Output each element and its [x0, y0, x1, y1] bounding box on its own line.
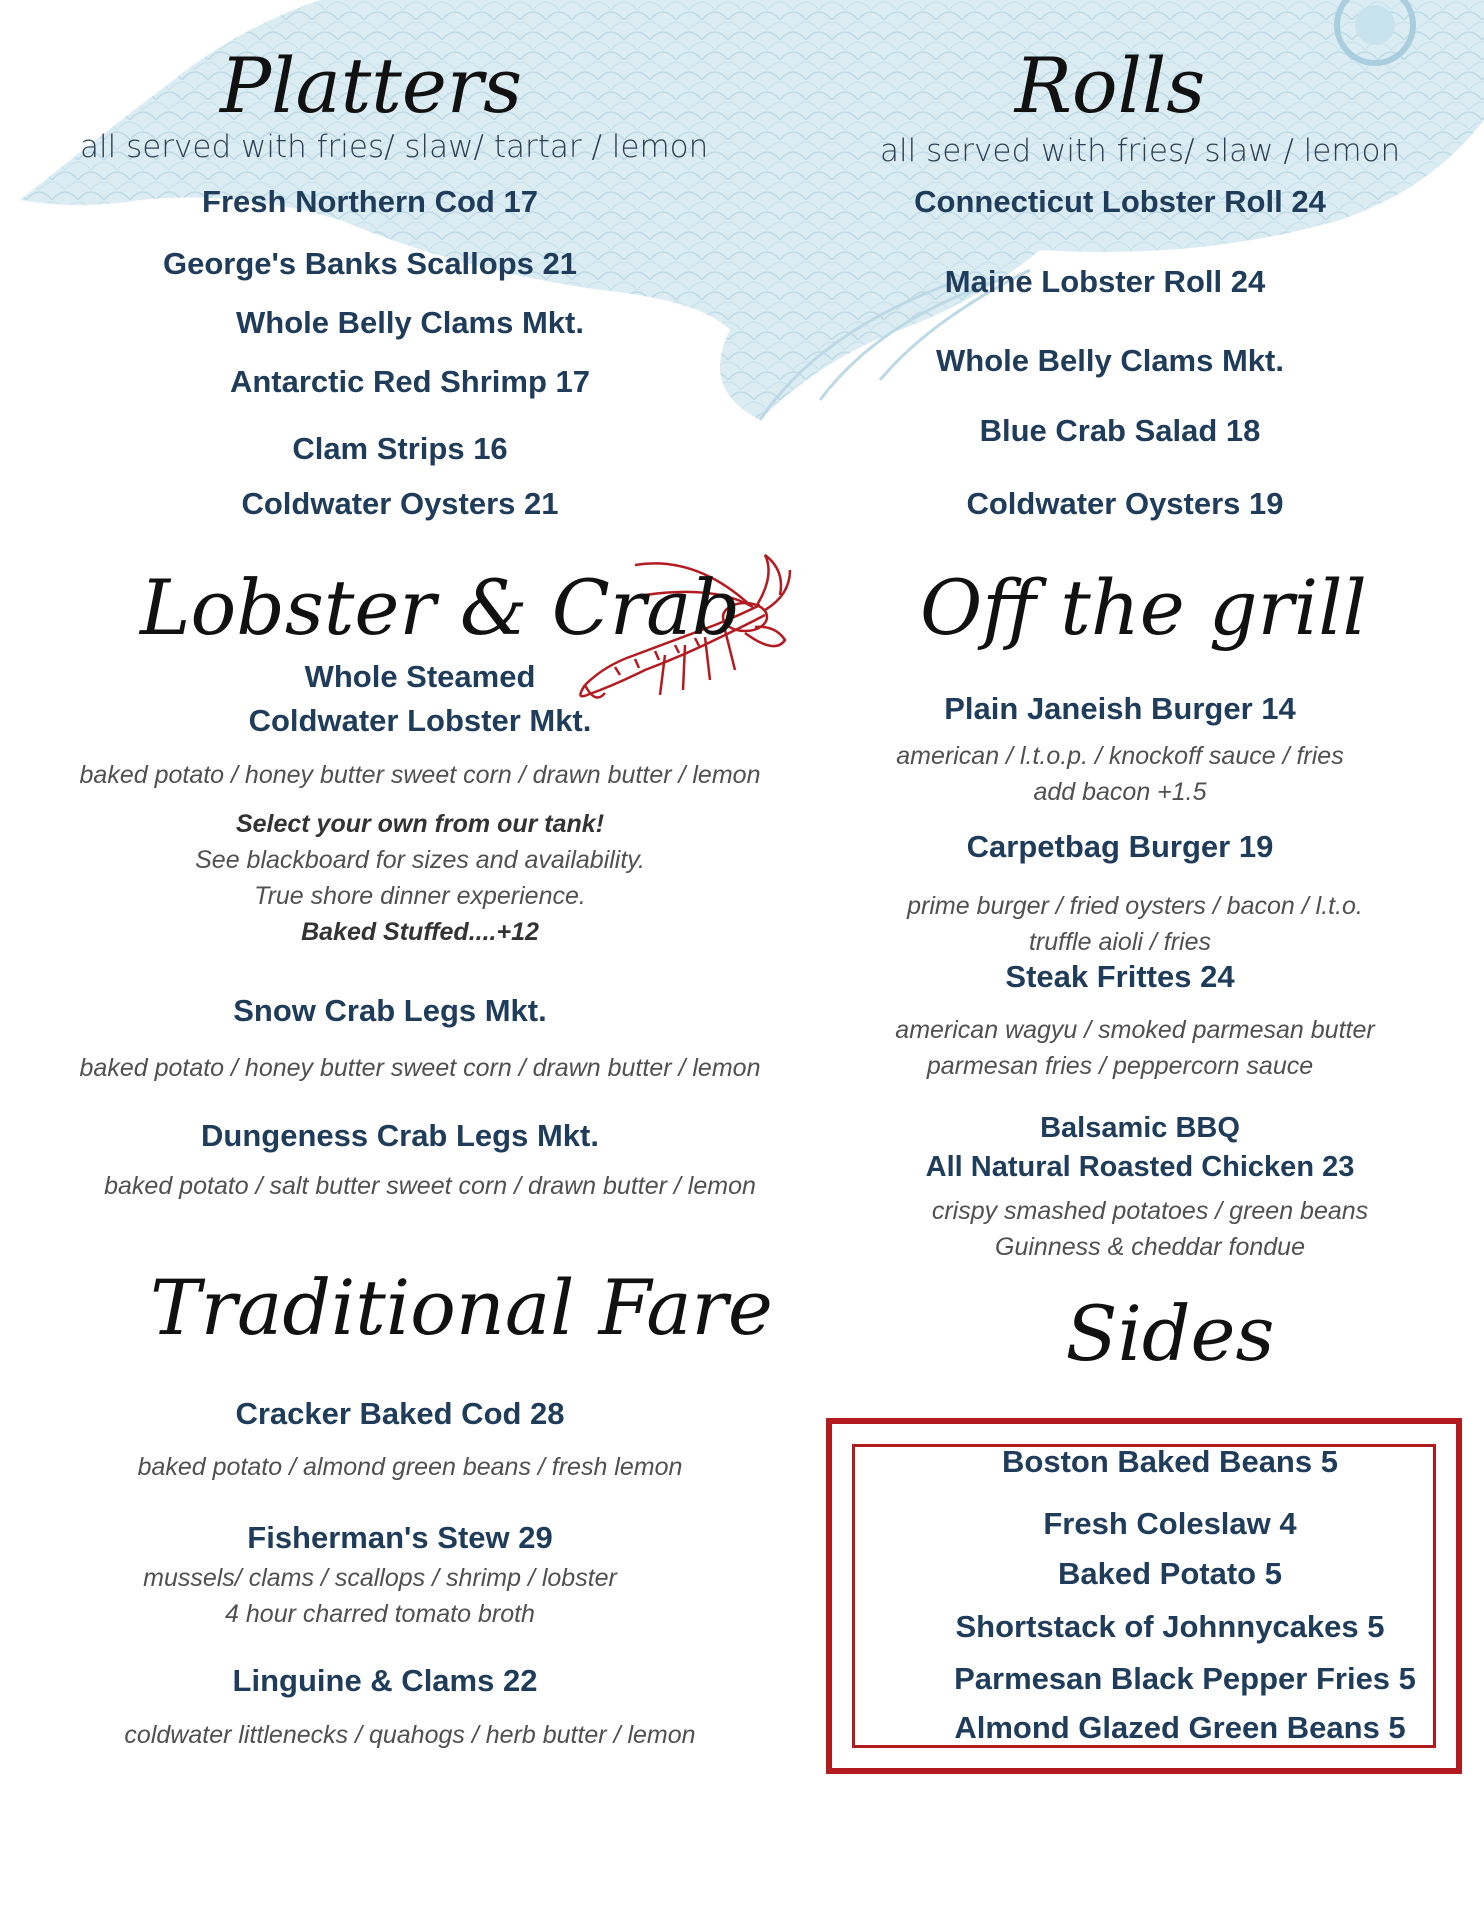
- platter-item: Coldwater Oysters 21: [241, 486, 559, 521]
- platter-item: Fresh Northern Cod 17: [202, 184, 538, 219]
- platter-item: George's Banks Scallops 21: [162, 246, 577, 281]
- roll-item: Blue Crab Salad 18: [979, 413, 1261, 448]
- tank-note-line1: Select your own from our tank!: [235, 810, 605, 838]
- traditional-item-description: coldwater littlenecks / quahogs / herb butter / lemon: [124, 1721, 696, 1749]
- side-item: Shortstack of Johnnycakes 5: [955, 1609, 1385, 1644]
- snow-crab-name: Snow Crab Legs Mkt.: [233, 993, 547, 1028]
- tank-note-line3: True shore dinner experience.: [254, 882, 586, 910]
- traditional-item-name: Fisherman's Stew 29: [247, 1520, 553, 1555]
- grill-item-description: Guinness & cheddar fondue: [995, 1233, 1305, 1261]
- grill-item-name: All Natural Roasted Chicken 23: [925, 1151, 1355, 1183]
- grill-item-description: prime burger / fried oysters / bacon / l.t.o.: [907, 892, 1363, 920]
- grill-item-name: Carpetbag Burger 19: [966, 829, 1274, 864]
- dungeness-crab-name: Dungeness Crab Legs Mkt.: [201, 1118, 599, 1153]
- platter-item: Whole Belly Clams Mkt.: [236, 305, 584, 340]
- grill-item-description: american wagyu / smoked parmesan butter: [895, 1016, 1375, 1044]
- traditional-item-description: mussels/ clams / scallops / shrimp / lobster: [143, 1564, 617, 1592]
- grill-item-description: american / l.t.o.p. / knockoff sauce / fries: [896, 742, 1344, 770]
- side-item: Baked Potato 5: [1058, 1556, 1282, 1591]
- grill-item-name: Balsamic BBQ: [1040, 1112, 1240, 1144]
- grill-item-description: truffle aioli / fries: [1028, 928, 1211, 956]
- whole-lobster-name-line2: Coldwater Lobster Mkt.: [248, 703, 592, 738]
- platters-subtitle: all served with fries/ slaw/ tartar / lemon: [80, 129, 709, 165]
- sides-heading: Sides: [1065, 1289, 1275, 1378]
- side-item: Boston Baked Beans 5: [1002, 1444, 1338, 1479]
- traditional-fare-heading: Traditional Fare: [150, 1263, 773, 1352]
- sides-inner-border: [852, 1444, 1436, 1748]
- off-the-grill-heading: Off the grill: [920, 563, 1367, 652]
- traditional-item-description: baked potato / almond green beans / fresh lemon: [137, 1453, 683, 1481]
- dungeness-crab-description: baked potato / salt butter sweet corn / drawn butter / lemon: [104, 1172, 756, 1200]
- baked-stuffed-note: Baked Stuffed....+12: [301, 918, 539, 946]
- grill-item-description: crispy smashed potatoes / green beans: [931, 1197, 1369, 1225]
- whole-lobster-name-line1: Whole Steamed: [304, 659, 536, 694]
- side-item: Almond Glazed Green Beans 5: [954, 1710, 1406, 1745]
- snow-crab-description: baked potato / honey butter sweet corn / drawn butter / lemon: [79, 1054, 761, 1082]
- lobster-crab-heading: Lobster & Crab: [140, 563, 741, 652]
- platter-item: Antarctic Red Shrimp 17: [229, 364, 591, 399]
- tank-note-line2: See blackboard for sizes and availability.: [195, 846, 645, 874]
- rolls-subtitle: all served with fries/ slaw / lemon: [880, 133, 1401, 169]
- traditional-item-description: 4 hour charred tomato broth: [225, 1600, 535, 1628]
- side-item: Parmesan Black Pepper Fries 5: [954, 1661, 1416, 1696]
- rolls-heading: Rolls: [1014, 41, 1206, 130]
- roll-item: Whole Belly Clams Mkt.: [936, 343, 1284, 378]
- grill-item-name: Plain Janeish Burger 14: [944, 691, 1296, 726]
- grill-item-name: Steak Frittes 24: [1005, 959, 1235, 994]
- side-item: Fresh Coleslaw 4: [1043, 1506, 1297, 1541]
- traditional-item-name: Cracker Baked Cod 28: [235, 1396, 565, 1431]
- roll-item: Maine Lobster Roll 24: [944, 264, 1266, 299]
- roll-item: Coldwater Oysters 19: [966, 486, 1284, 521]
- grill-item-description: add bacon +1.5: [1033, 778, 1207, 806]
- grill-item-description: parmesan fries / peppercorn sauce: [926, 1052, 1314, 1080]
- platters-heading: Platters: [220, 41, 523, 130]
- whole-lobster-description: baked potato / honey butter sweet corn / drawn butter / lemon: [79, 761, 761, 789]
- roll-item: Connecticut Lobster Roll 24: [914, 184, 1326, 219]
- traditional-item-name: Linguine & Clams 22: [232, 1663, 538, 1698]
- platter-item: Clam Strips 16: [292, 431, 508, 466]
